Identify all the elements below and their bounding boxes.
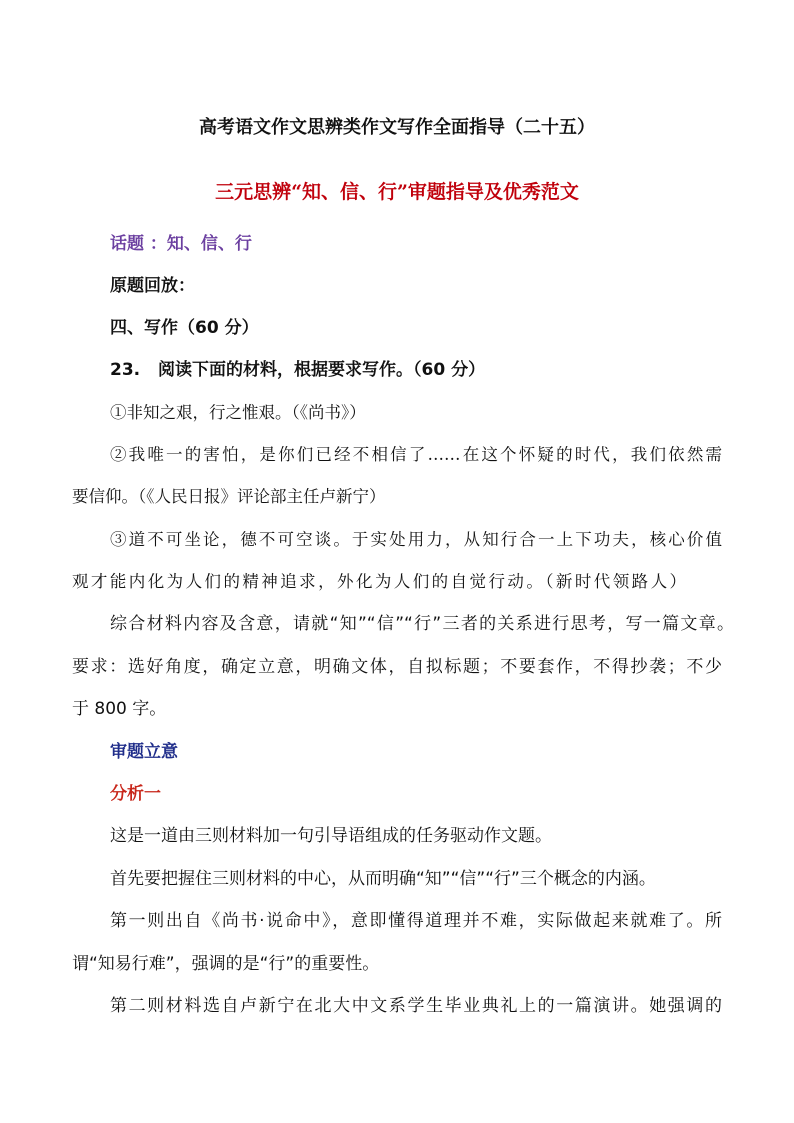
material-1: ①非知之艰，行之惟艰。（《尚书》）	[110, 403, 366, 422]
analysis-heading: 审题立意	[110, 742, 178, 762]
paragraph-3-line-2: 谓“知易行难”，强调的是“行”的重要性。	[72, 954, 380, 974]
paragraph-3-line-1: 第一则出自《尚书·说命中》，意即懂得道理并不难，实际做起来就难了。所	[110, 911, 722, 931]
requirement-line-2: 要求：选好角度，确定立意，明确文体，自拟标题；不要套作，不得抄袭；不少	[72, 657, 722, 677]
original-label: 原题回放：	[110, 276, 195, 296]
requirement-line-1: 综合材料内容及含意，请就“知”“信”“行”三者的关系进行思考，写一篇文章。	[110, 614, 734, 634]
section-heading: 四、写作（60 分）	[110, 318, 259, 338]
question-number: 23.	[110, 360, 141, 380]
document-title: 高考语文作文思辨类作文写作全面指导（二十五）	[199, 117, 595, 138]
paragraph-4-line-1: 第二则材料选自卢新宁在北大中文系学生毕业典礼上的一篇演讲。她强调的	[110, 996, 722, 1016]
requirement-line-3: 于 800 字。	[72, 699, 167, 719]
material-3-line-1: ③道不可坐论，德不可空谈。于实处用力，从知行合一上下功夫，核心价值	[110, 530, 722, 549]
material-2-line-2: 要信仰。（《人民日报》评论部主任卢新宁）	[72, 487, 386, 506]
material-3-line-2: 观才能内化为人们的精神追求，外化为人们的自觉行动。（新时代领路人）	[72, 572, 686, 591]
topic-line: 话题 ：知、信、行	[110, 234, 252, 254]
material-2-line-1: ②我唯一的害怕，是你们已经不相信了……在这个怀疑的时代，我们依然需	[110, 445, 722, 464]
paragraph-1: 这是一道由三则材料加一句引导语组成的任务驱动作文题。	[110, 826, 552, 846]
analysis-1-heading: 分析一	[110, 784, 161, 804]
paragraph-2: 首先要把握住三则材料的中心，从而明确“知”“信”“行”三个概念的内涵。	[110, 869, 656, 889]
document-subtitle: 三元思辨“知、信、行”审题指导及优秀范文	[215, 181, 579, 203]
question-text: 阅读下面的材料，根据要求写作。（60 分）	[158, 360, 486, 380]
